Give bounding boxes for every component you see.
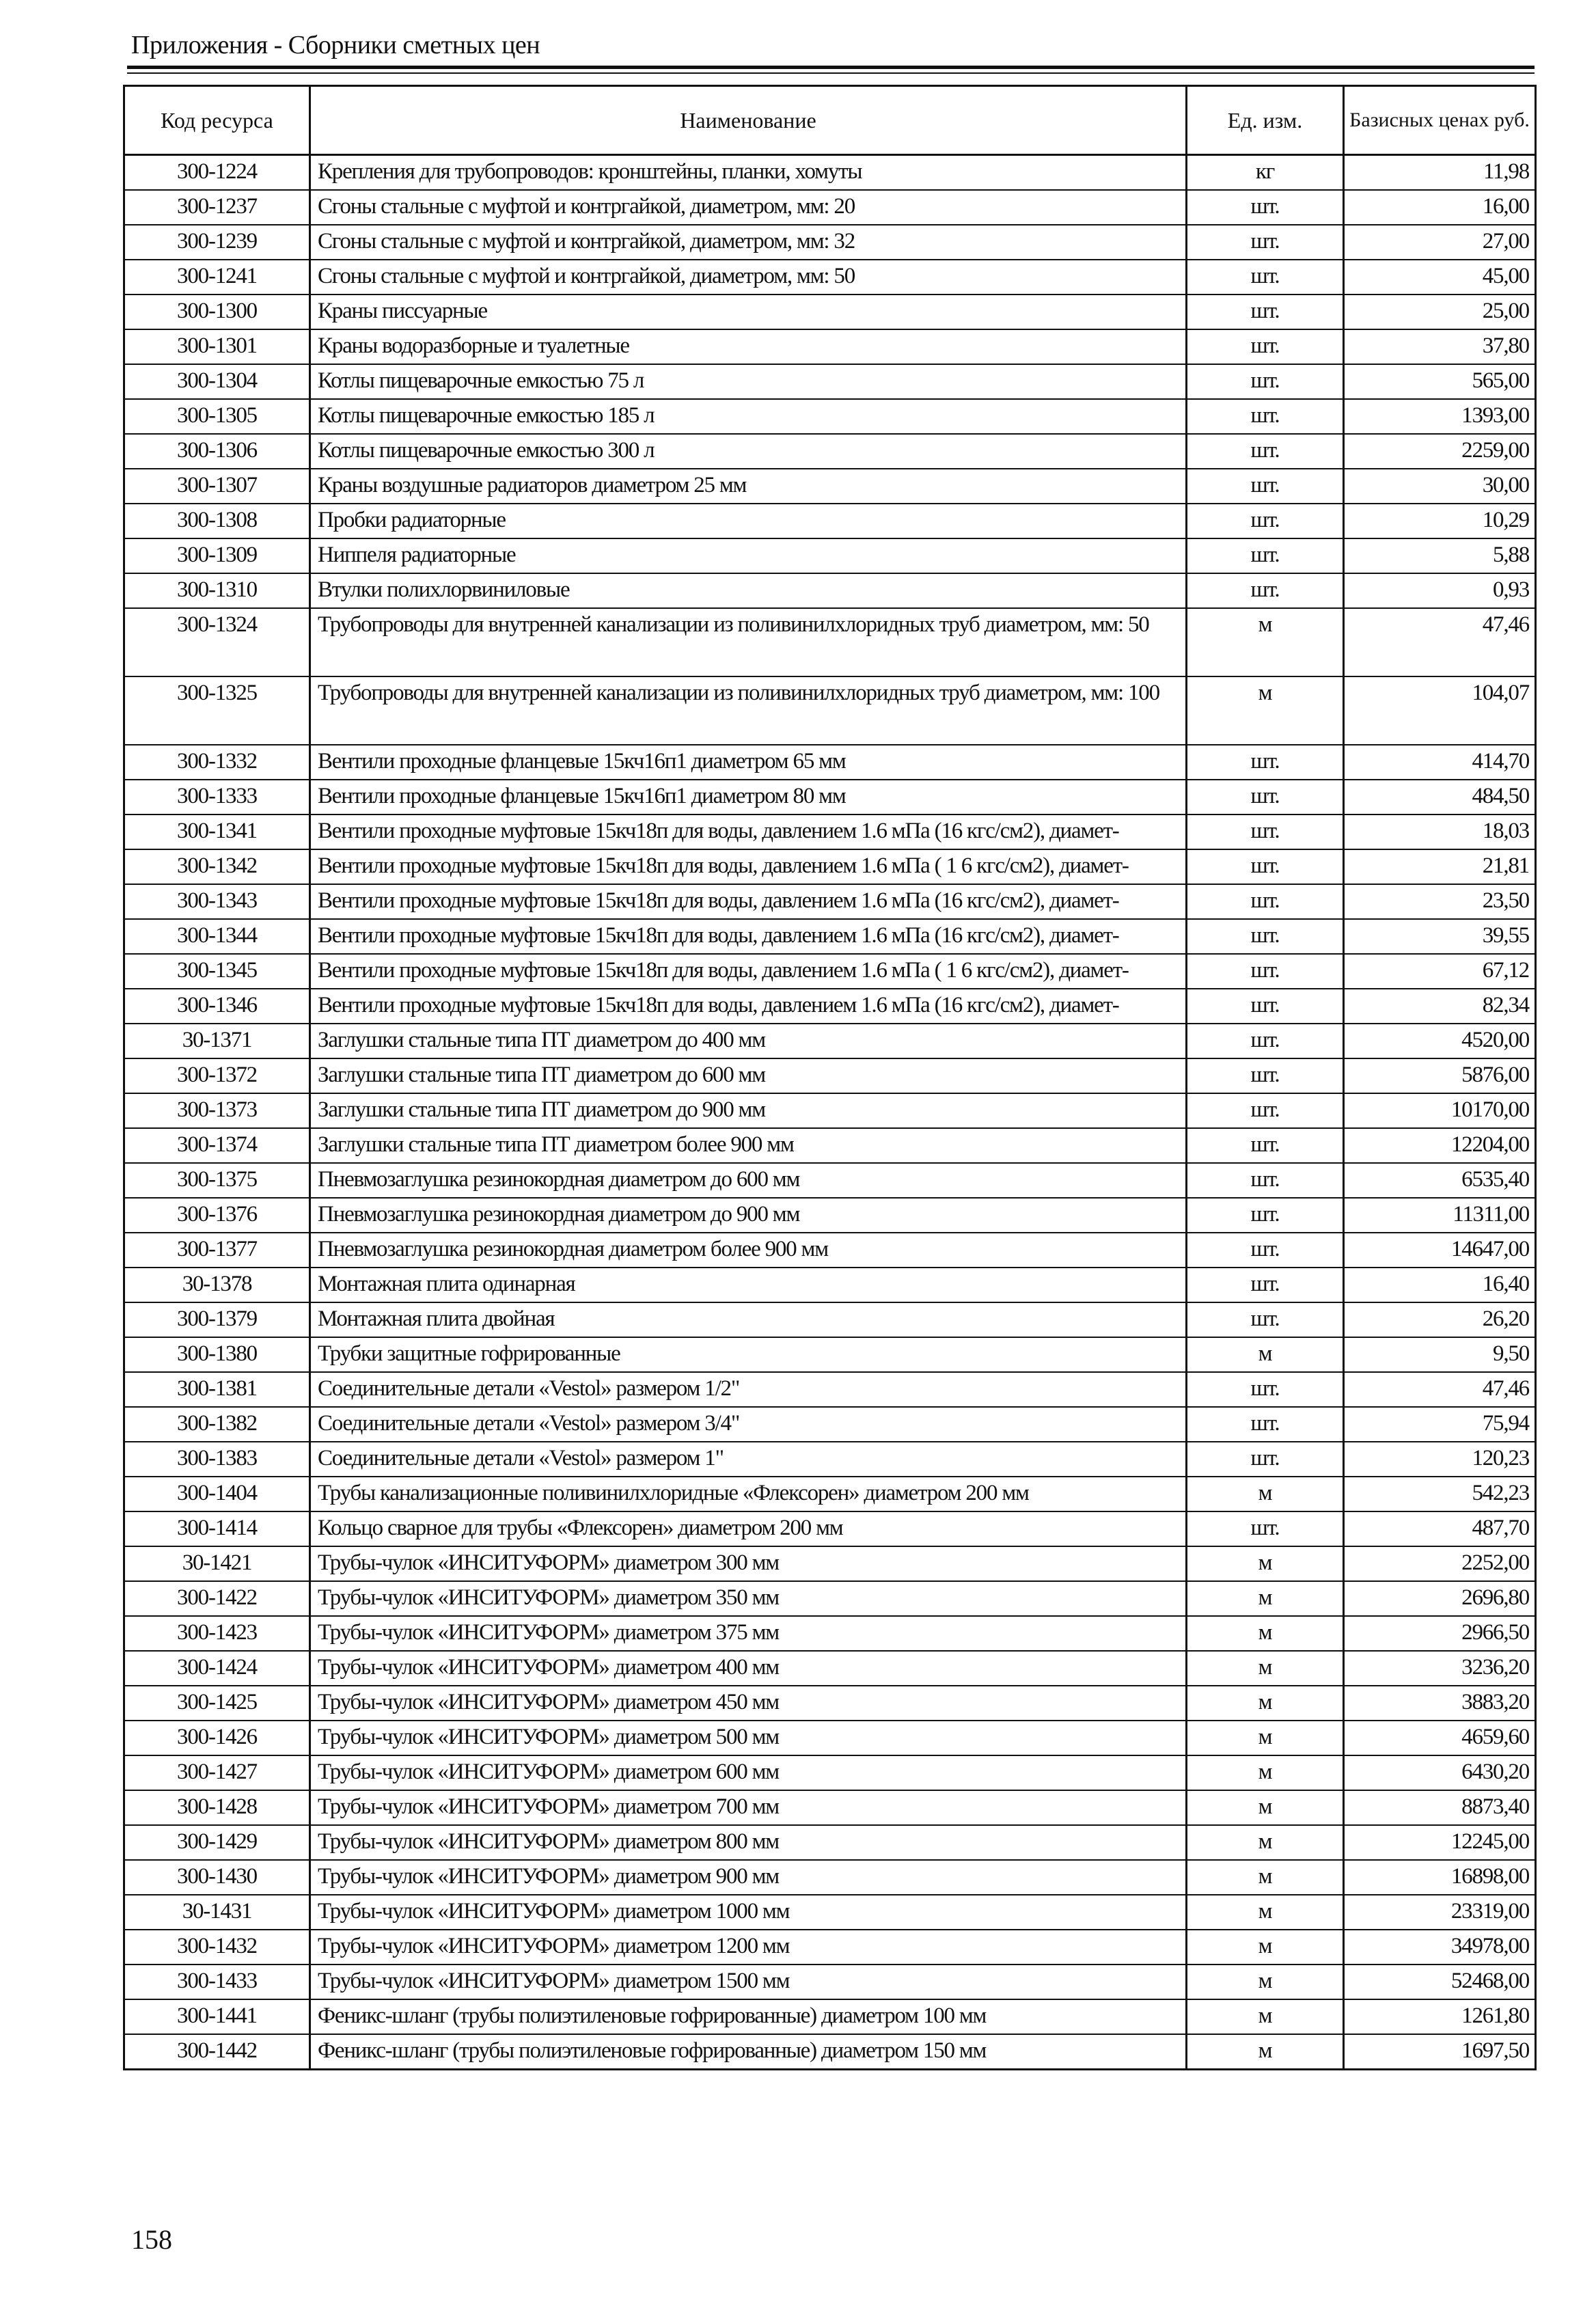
- cell-price: 30,00: [1344, 469, 1536, 504]
- cell-code: 300-1239: [124, 225, 310, 260]
- cell-name: Трубы-чулок «ИНСИТУФОРМ» диаметром 1000 мм: [310, 1895, 1187, 1930]
- table-row: [124, 919, 1536, 954]
- cell-name: Соединительные детали «Vestol» размером 3/4": [310, 1407, 1187, 1442]
- cell-name: Вентили проходные муфтовые 15кч18п для воды, давлением 1.6 мПа ( 1 6 кгс/см2), диамет-: [310, 849, 1187, 884]
- cell-code: 300-1432: [124, 1930, 310, 1964]
- header-rule-thin: [127, 72, 1535, 74]
- cell-code: 30-1431: [124, 1895, 310, 1930]
- cell-code: 300-1306: [124, 434, 310, 469]
- cell-price: 18,03: [1344, 814, 1536, 849]
- cell-price: 1393,00: [1344, 399, 1536, 434]
- cell-unit: шт.: [1187, 469, 1344, 504]
- cell-code: 300-1309: [124, 538, 310, 573]
- table-row: [124, 1511, 1536, 1546]
- cell-name: Котлы пищеварочные емкостью 185 л: [310, 399, 1187, 434]
- cell-code: 300-1433: [124, 1964, 310, 1999]
- table-row: [124, 573, 1536, 608]
- cell-name: Трубопроводы для внутренней канализации из поливинилхлоридных труб диаметром, мм: 50: [310, 608, 1187, 676]
- cell-name: Краны воздушные радиаторов диаметром 25 мм: [310, 469, 1187, 504]
- page-number: 158: [131, 2224, 172, 2255]
- cell-name: Трубы-чулок «ИНСИТУФОРМ» диаметром 800 мм: [310, 1825, 1187, 1860]
- cell-price: 14647,00: [1344, 1233, 1536, 1268]
- cell-name: Крепления для трубопроводов: кронштейны, планки, хомуты: [310, 155, 1187, 191]
- cell-price: 23,50: [1344, 884, 1536, 919]
- cell-unit: шт.: [1187, 260, 1344, 295]
- column-header-unit: Ед. изм.: [1187, 86, 1344, 155]
- cell-code: 300-1300: [124, 295, 310, 329]
- cell-code: 300-1424: [124, 1651, 310, 1686]
- cell-price: 2966,50: [1344, 1616, 1536, 1651]
- header-rule: [127, 66, 1535, 69]
- cell-unit: шт.: [1187, 884, 1344, 919]
- table-row: [124, 364, 1536, 399]
- table-row: [124, 989, 1536, 1024]
- cell-unit: м: [1187, 1581, 1344, 1616]
- table-row: [124, 1302, 1536, 1337]
- cell-unit: шт.: [1187, 919, 1344, 954]
- cell-code: 300-1346: [124, 989, 310, 1024]
- cell-unit: м: [1187, 1686, 1344, 1721]
- cell-code: 300-1376: [124, 1198, 310, 1233]
- table-row: [124, 745, 1536, 780]
- cell-price: 0,93: [1344, 573, 1536, 608]
- cell-unit: м: [1187, 608, 1344, 676]
- table-row: [124, 1198, 1536, 1233]
- cell-code: 300-1427: [124, 1755, 310, 1790]
- cell-code: 300-1341: [124, 814, 310, 849]
- cell-unit: м: [1187, 1477, 1344, 1511]
- cell-price: 25,00: [1344, 295, 1536, 329]
- table-row: [124, 1895, 1536, 1930]
- cell-unit: шт.: [1187, 573, 1344, 608]
- cell-name: Трубы-чулок «ИНСИТУФОРМ» диаметром 450 мм: [310, 1686, 1187, 1721]
- cell-price: 5876,00: [1344, 1058, 1536, 1093]
- cell-unit: кг: [1187, 155, 1344, 191]
- cell-code: 300-1333: [124, 780, 310, 814]
- table-row: [124, 1058, 1536, 1093]
- cell-price: 16,40: [1344, 1268, 1536, 1302]
- cell-unit: шт.: [1187, 329, 1344, 364]
- cell-code: 300-1324: [124, 608, 310, 676]
- cell-price: 12204,00: [1344, 1128, 1536, 1163]
- cell-code: 300-1308: [124, 504, 310, 538]
- cell-price: 52468,00: [1344, 1964, 1536, 1999]
- cell-unit: м: [1187, 1964, 1344, 1999]
- table-row: [124, 155, 1536, 191]
- cell-price: 47,46: [1344, 608, 1536, 676]
- cell-code: 300-1379: [124, 1302, 310, 1337]
- cell-name: Котлы пищеварочные емкостью 75 л: [310, 364, 1187, 399]
- cell-unit: шт.: [1187, 225, 1344, 260]
- table-row: [124, 780, 1536, 814]
- cell-price: 26,20: [1344, 1302, 1536, 1337]
- table-row: [124, 676, 1536, 745]
- cell-price: 82,34: [1344, 989, 1536, 1024]
- table-row: [124, 295, 1536, 329]
- cell-unit: м: [1187, 1546, 1344, 1581]
- cell-name: Втулки полихлорвиниловые: [310, 573, 1187, 608]
- cell-unit: м: [1187, 1895, 1344, 1930]
- cell-unit: шт.: [1187, 1058, 1344, 1093]
- column-header-name: Наименование: [310, 86, 1187, 155]
- cell-code: 300-1342: [124, 849, 310, 884]
- cell-unit: шт.: [1187, 1442, 1344, 1477]
- table-header: [124, 86, 1536, 155]
- table-row: [124, 1721, 1536, 1755]
- table-row: [124, 1546, 1536, 1581]
- table-row: [124, 1999, 1536, 2034]
- table-row: [124, 2034, 1536, 2070]
- cell-unit: шт.: [1187, 814, 1344, 849]
- cell-name: Трубы-чулок «ИНСИТУФОРМ» диаметром 900 мм: [310, 1860, 1187, 1895]
- cell-price: 75,94: [1344, 1407, 1536, 1442]
- table-row: [124, 225, 1536, 260]
- cell-price: 23319,00: [1344, 1895, 1536, 1930]
- table-row: [124, 1790, 1536, 1825]
- cell-code: 300-1332: [124, 745, 310, 780]
- cell-unit: шт.: [1187, 780, 1344, 814]
- cell-name: Вентили проходные фланцевые 15кч16п1 диаметром 65 мм: [310, 745, 1187, 780]
- table-row: [124, 1128, 1536, 1163]
- cell-name: Пневмозаглушка резинокордная диаметром более 900 мм: [310, 1233, 1187, 1268]
- cell-name: Вентили проходные муфтовые 15кч18п для воды, давлением 1.6 мПа (16 кгс/см2), диамет-: [310, 989, 1187, 1024]
- cell-unit: шт.: [1187, 1511, 1344, 1546]
- cell-price: 6430,20: [1344, 1755, 1536, 1790]
- table-row: [124, 1581, 1536, 1616]
- cell-price: 16,00: [1344, 190, 1536, 225]
- cell-price: 47,46: [1344, 1372, 1536, 1407]
- cell-code: 300-1343: [124, 884, 310, 919]
- cell-price: 37,80: [1344, 329, 1536, 364]
- cell-code: 300-1442: [124, 2034, 310, 2070]
- cell-name: Пробки радиаторные: [310, 504, 1187, 538]
- cell-code: 300-1344: [124, 919, 310, 954]
- cell-name: Ниппеля радиаторные: [310, 538, 1187, 573]
- cell-unit: шт.: [1187, 849, 1344, 884]
- table-row: [124, 1651, 1536, 1686]
- cell-price: 2696,80: [1344, 1581, 1536, 1616]
- cell-price: 3236,20: [1344, 1651, 1536, 1686]
- cell-name: Феникс-шланг (трубы полиэтиленовые гофрированные) диаметром 150 мм: [310, 2034, 1187, 2070]
- cell-price: 16898,00: [1344, 1860, 1536, 1895]
- cell-unit: шт.: [1187, 295, 1344, 329]
- cell-price: 1697,50: [1344, 2034, 1536, 2070]
- table-row: [124, 399, 1536, 434]
- cell-unit: м: [1187, 1860, 1344, 1895]
- cell-code: 300-1305: [124, 399, 310, 434]
- cell-name: Пневмозаглушка резинокордная диаметром до 600 мм: [310, 1163, 1187, 1198]
- cell-price: 2252,00: [1344, 1546, 1536, 1581]
- cell-name: Трубы-чулок «ИНСИТУФОРМ» диаметром 1200 мм: [310, 1930, 1187, 1964]
- cell-price: 487,70: [1344, 1511, 1536, 1546]
- cell-name: Пневмозаглушка резинокордная диаметром до 900 мм: [310, 1198, 1187, 1233]
- cell-code: 300-1377: [124, 1233, 310, 1268]
- cell-unit: шт.: [1187, 989, 1344, 1024]
- cell-name: Соединительные детали «Vestol» размером 1/2": [310, 1372, 1187, 1407]
- cell-code: 300-1241: [124, 260, 310, 295]
- cell-code: 300-1237: [124, 190, 310, 225]
- table-row: [124, 608, 1536, 676]
- cell-price: 10,29: [1344, 504, 1536, 538]
- cell-price: 12245,00: [1344, 1825, 1536, 1860]
- cell-name: Вентили проходные муфтовые 15кч18п для воды, давлением 1.6 мПа (16 кгс/см2), диамет-: [310, 814, 1187, 849]
- cell-code: 300-1373: [124, 1093, 310, 1128]
- cell-name: Краны писсуарные: [310, 295, 1187, 329]
- cell-name: Трубы-чулок «ИНСИТУФОРМ» диаметром 700 мм: [310, 1790, 1187, 1825]
- cell-code: 300-1325: [124, 676, 310, 745]
- cell-unit: шт.: [1187, 1024, 1344, 1058]
- cell-code: 300-1310: [124, 573, 310, 608]
- table-row: [124, 1755, 1536, 1790]
- table-row: [124, 469, 1536, 504]
- table-row: [124, 1407, 1536, 1442]
- cell-unit: шт.: [1187, 1302, 1344, 1337]
- table-row: [124, 1686, 1536, 1721]
- cell-code: 300-1430: [124, 1860, 310, 1895]
- table-row: [124, 1442, 1536, 1477]
- cell-unit: м: [1187, 1930, 1344, 1964]
- cell-name: Монтажная плита двойная: [310, 1302, 1187, 1337]
- cell-unit: м: [1187, 1651, 1344, 1686]
- table-row: [124, 1337, 1536, 1372]
- price-table: [123, 85, 1537, 2070]
- cell-unit: шт.: [1187, 434, 1344, 469]
- cell-code: 300-1383: [124, 1442, 310, 1477]
- cell-code: 300-1382: [124, 1407, 310, 1442]
- cell-name: Сгоны стальные с муфтой и контргайкой, диаметром, мм: 20: [310, 190, 1187, 225]
- cell-unit: шт.: [1187, 1268, 1344, 1302]
- cell-name: Соединительные детали «Vestol» размером 1": [310, 1442, 1187, 1477]
- table-row: [124, 1964, 1536, 1999]
- cell-name: Трубки защитные гофрированные: [310, 1337, 1187, 1372]
- cell-code: 30-1371: [124, 1024, 310, 1058]
- cell-price: 120,23: [1344, 1442, 1536, 1477]
- cell-name: Краны водоразборные и туалетные: [310, 329, 1187, 364]
- cell-code: 300-1374: [124, 1128, 310, 1163]
- cell-price: 414,70: [1344, 745, 1536, 780]
- cell-unit: м: [1187, 1999, 1344, 2034]
- cell-code: 300-1380: [124, 1337, 310, 1372]
- cell-code: 300-1381: [124, 1372, 310, 1407]
- table-row: [124, 1024, 1536, 1058]
- cell-price: 21,81: [1344, 849, 1536, 884]
- cell-price: 10170,00: [1344, 1093, 1536, 1128]
- cell-unit: шт.: [1187, 1233, 1344, 1268]
- cell-price: 67,12: [1344, 954, 1536, 989]
- cell-code: 300-1345: [124, 954, 310, 989]
- cell-code: 300-1375: [124, 1163, 310, 1198]
- cell-name: Трубы-чулок «ИНСИТУФОРМ» диаметром 375 мм: [310, 1616, 1187, 1651]
- cell-name: Трубы-чулок «ИНСИТУФОРМ» диаметром 400 мм: [310, 1651, 1187, 1686]
- cell-code: 300-1429: [124, 1825, 310, 1860]
- cell-price: 3883,20: [1344, 1686, 1536, 1721]
- table-row: [124, 1860, 1536, 1895]
- table-row: [124, 190, 1536, 225]
- cell-name: Сгоны стальные с муфтой и контргайкой, диаметром, мм: 50: [310, 260, 1187, 295]
- cell-code: 30-1378: [124, 1268, 310, 1302]
- cell-unit: шт.: [1187, 364, 1344, 399]
- cell-unit: шт.: [1187, 190, 1344, 225]
- cell-price: 11,98: [1344, 155, 1536, 191]
- table-row: [124, 1093, 1536, 1128]
- cell-price: 1261,80: [1344, 1999, 1536, 2034]
- cell-name: Вентили проходные муфтовые 15кч18п для воды, давлением 1.6 мПа (16 кгс/см2), диамет-: [310, 919, 1187, 954]
- table-row: [124, 1163, 1536, 1198]
- cell-price: 5,88: [1344, 538, 1536, 573]
- cell-name: Трубы-чулок «ИНСИТУФОРМ» диаметром 1500 мм: [310, 1964, 1187, 1999]
- cell-price: 9,50: [1344, 1337, 1536, 1372]
- cell-code: 300-1423: [124, 1616, 310, 1651]
- cell-unit: шт.: [1187, 954, 1344, 989]
- cell-code: 300-1441: [124, 1999, 310, 2034]
- cell-price: 484,50: [1344, 780, 1536, 814]
- cell-code: 30-1421: [124, 1546, 310, 1581]
- table-row: [124, 1477, 1536, 1511]
- table-row: [124, 504, 1536, 538]
- cell-price: 27,00: [1344, 225, 1536, 260]
- cell-name: Трубы-чулок «ИНСИТУФОРМ» диаметром 500 мм: [310, 1721, 1187, 1755]
- cell-unit: м: [1187, 1755, 1344, 1790]
- cell-price: 4659,60: [1344, 1721, 1536, 1755]
- cell-name: Заглушки стальные типа ПТ диаметром до 400 мм: [310, 1024, 1187, 1058]
- cell-code: 300-1224: [124, 155, 310, 191]
- cell-unit: шт.: [1187, 1163, 1344, 1198]
- cell-unit: шт.: [1187, 538, 1344, 573]
- table-row: [124, 538, 1536, 573]
- cell-code: 300-1307: [124, 469, 310, 504]
- cell-name: Трубы-чулок «ИНСИТУФОРМ» диаметром 350 мм: [310, 1581, 1187, 1616]
- cell-price: 11311,00: [1344, 1198, 1536, 1233]
- column-header-code: Код ресурса: [124, 86, 310, 155]
- table-row: [124, 260, 1536, 295]
- cell-price: 45,00: [1344, 260, 1536, 295]
- cell-price: 8873,40: [1344, 1790, 1536, 1825]
- cell-name: Заглушки стальные типа ПТ диаметром до 900 мм: [310, 1093, 1187, 1128]
- table-row: [124, 1268, 1536, 1302]
- cell-code: 300-1404: [124, 1477, 310, 1511]
- column-header-price: Базисных ценах руб.: [1344, 86, 1536, 155]
- cell-unit: шт.: [1187, 504, 1344, 538]
- cell-name: Трубы канализационные поливинилхлоридные «Флексорен» диаметром 200 мм: [310, 1477, 1187, 1511]
- cell-unit: м: [1187, 1825, 1344, 1860]
- table-row: [124, 1233, 1536, 1268]
- table-row: [124, 1372, 1536, 1407]
- cell-name: Феникс-шланг (трубы полиэтиленовые гофрированные) диаметром 100 мм: [310, 1999, 1187, 2034]
- cell-price: 565,00: [1344, 364, 1536, 399]
- cell-unit: шт.: [1187, 1128, 1344, 1163]
- cell-price: 2259,00: [1344, 434, 1536, 469]
- cell-code: 300-1304: [124, 364, 310, 399]
- table-row: [124, 814, 1536, 849]
- running-head: Приложения - Сборники сметных цен: [131, 31, 540, 59]
- cell-name: Кольцо сварное для трубы «Флексорен» диаметром 200 мм: [310, 1511, 1187, 1546]
- cell-code: 300-1422: [124, 1581, 310, 1616]
- cell-name: Вентили проходные муфтовые 15кч18п для воды, давлением 1.6 мПа ( 1 6 кгс/см2), диамет-: [310, 954, 1187, 989]
- table-row: [124, 1616, 1536, 1651]
- cell-price: 6535,40: [1344, 1163, 1536, 1198]
- cell-name: Вентили проходные фланцевые 15кч16п1 диаметром 80 мм: [310, 780, 1187, 814]
- cell-code: 300-1425: [124, 1686, 310, 1721]
- cell-unit: шт.: [1187, 1198, 1344, 1233]
- cell-price: 39,55: [1344, 919, 1536, 954]
- table-row: [124, 884, 1536, 919]
- cell-unit: м: [1187, 1337, 1344, 1372]
- cell-name: Трубы-чулок «ИНСИТУФОРМ» диаметром 600 мм: [310, 1755, 1187, 1790]
- cell-name: Трубопроводы для внутренней канализации из поливинилхлоридных труб диаметром, мм: 100: [310, 676, 1187, 745]
- table-row: [124, 434, 1536, 469]
- cell-unit: шт.: [1187, 745, 1344, 780]
- cell-code: 300-1428: [124, 1790, 310, 1825]
- cell-unit: м: [1187, 1721, 1344, 1755]
- cell-name: Заглушки стальные типа ПТ диаметром более 900 мм: [310, 1128, 1187, 1163]
- cell-unit: шт.: [1187, 1372, 1344, 1407]
- cell-code: 300-1372: [124, 1058, 310, 1093]
- cell-name: Котлы пищеварочные емкостью 300 л: [310, 434, 1187, 469]
- cell-unit: м: [1187, 1616, 1344, 1651]
- cell-price: 34978,00: [1344, 1930, 1536, 1964]
- cell-name: Заглушки стальные типа ПТ диаметром до 600 мм: [310, 1058, 1187, 1093]
- cell-unit: м: [1187, 2034, 1344, 2070]
- table-body: [124, 155, 1536, 2070]
- cell-unit: шт.: [1187, 1093, 1344, 1128]
- cell-name: Сгоны стальные с муфтой и контргайкой, диаметром, мм: 32: [310, 225, 1187, 260]
- cell-code: 300-1426: [124, 1721, 310, 1755]
- table-row: [124, 954, 1536, 989]
- table-row: [124, 1930, 1536, 1964]
- cell-code: 300-1301: [124, 329, 310, 364]
- cell-unit: шт.: [1187, 1407, 1344, 1442]
- cell-name: Трубы-чулок «ИНСИТУФОРМ» диаметром 300 мм: [310, 1546, 1187, 1581]
- cell-unit: м: [1187, 676, 1344, 745]
- cell-price: 104,07: [1344, 676, 1536, 745]
- cell-price: 4520,00: [1344, 1024, 1536, 1058]
- cell-code: 300-1414: [124, 1511, 310, 1546]
- table-row: [124, 849, 1536, 884]
- table-row: [124, 1825, 1536, 1860]
- cell-price: 542,23: [1344, 1477, 1536, 1511]
- price-table-container: [123, 85, 1535, 2070]
- cell-unit: шт.: [1187, 399, 1344, 434]
- cell-name: Монтажная плита одинарная: [310, 1268, 1187, 1302]
- table-row: [124, 329, 1536, 364]
- cell-unit: м: [1187, 1790, 1344, 1825]
- cell-name: Вентили проходные муфтовые 15кч18п для воды, давлением 1.6 мПа (16 кгс/см2), диамет-: [310, 884, 1187, 919]
